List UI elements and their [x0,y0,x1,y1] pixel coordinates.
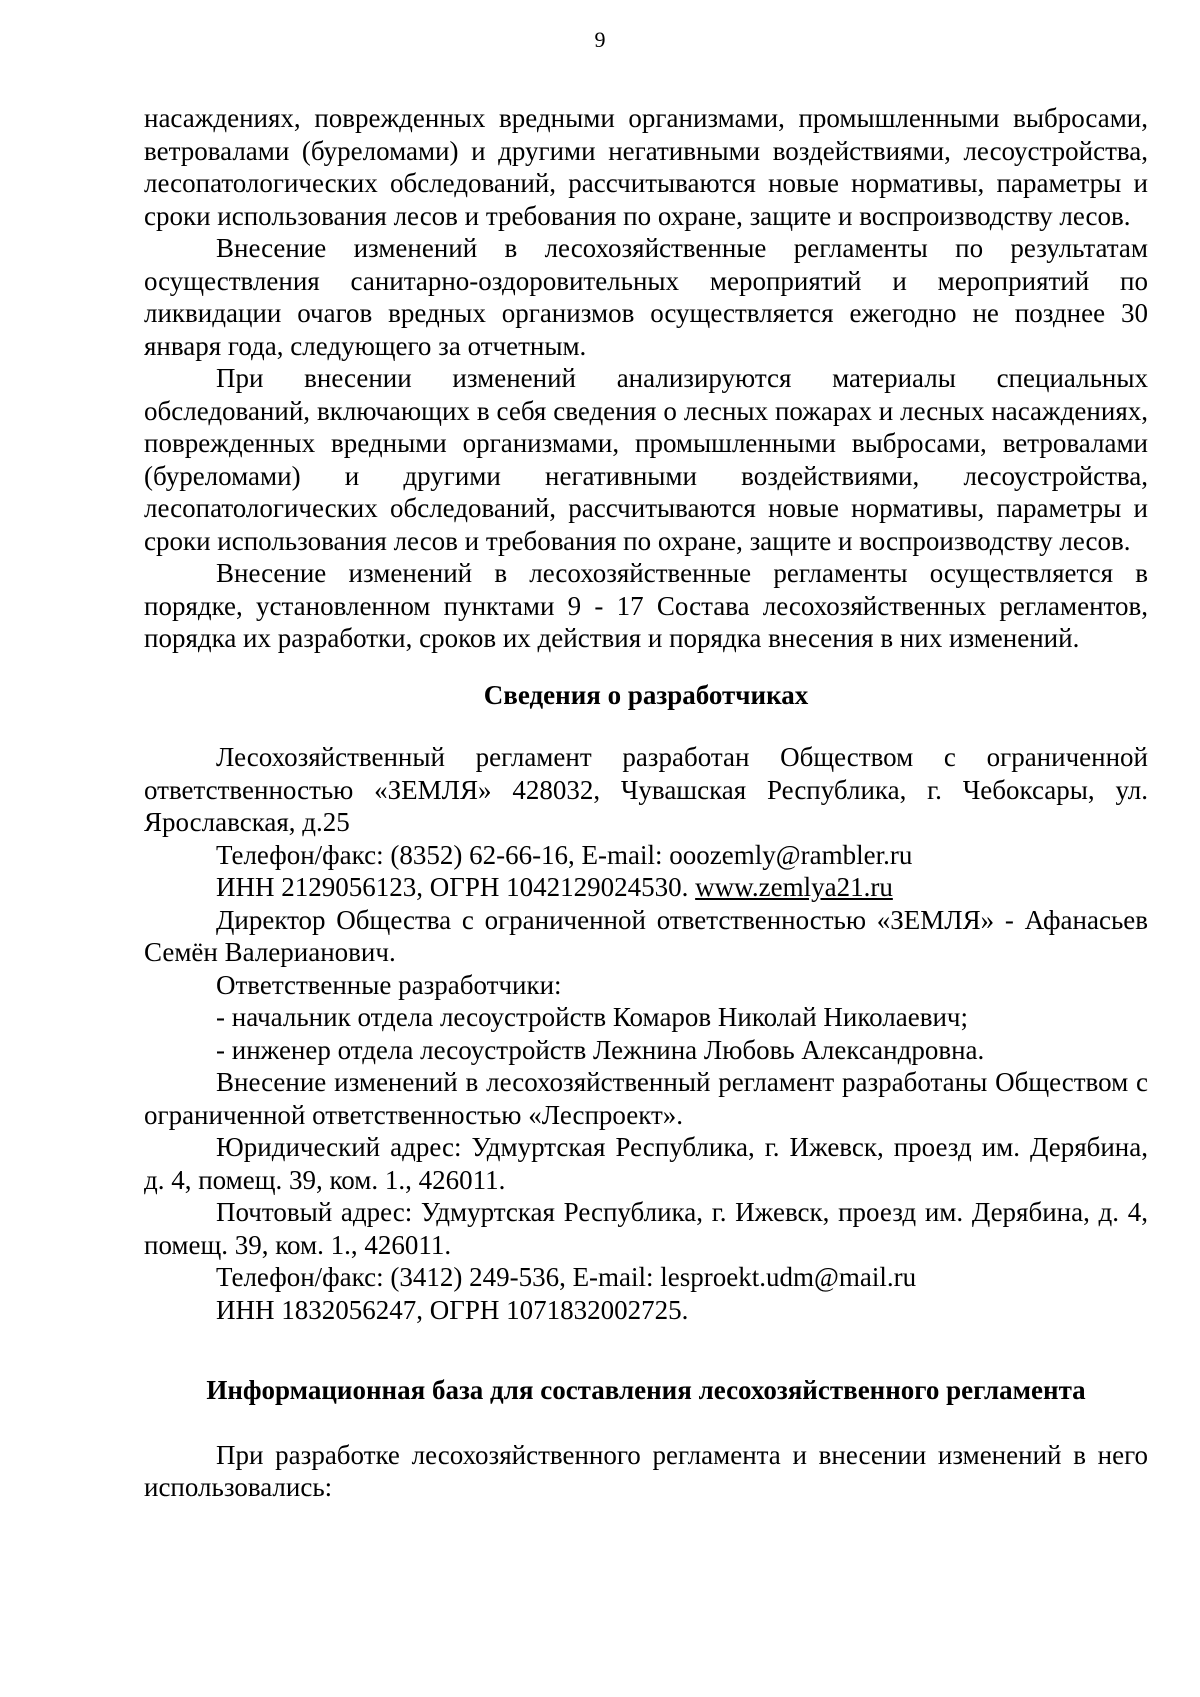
info-base-text: При разработке лесохозяйственного регламента и внесении изменений в него использовались: [144,1439,1148,1502]
legal-address: Юридический адрес: Удмуртская Республика, г. Ижевск, проезд им. Дерябина, д. 4, помещ. 39, ком. 1., 426011. [144,1132,1148,1195]
responsible-label: Ответственные разработчики: [216,969,562,1000]
postal-address: Почтовый адрес: Удмуртская Республика, г. Ижевск, проезд им. Дерябина, д. 4, помещ. 39, ком. 1., 426011. [144,1197,1148,1260]
paragraph-continuation: насаждениях, поврежденных вредными организмами, промышленными выбросами, ветровалами (буреломами) и другими негативными воздействиями, лесоустройства, лесопатологических обследований, рассчитываются новые нормативы, параметры и сроки использования лесов и требования по охране, защите и воспроизводству лесов. [144,103,1148,231]
developer-phone: Телефон/факс: (8352) 62-66-16, E-mail: ooozemly@rambler.ru [216,839,913,870]
developer-inn-text: ИНН 2129056123, ОГРН 1042129024530. [216,872,696,902]
developer-phone-2: Телефон/факс: (3412) 249-536, E-mail: lesproekt.udm@mail.ru [216,1262,917,1292]
developer-website-link[interactable]: www.zemlya21.ru [695,872,893,902]
responsible-item: - начальник отдела лесоустройств Комаров Николай Николаевич; [216,1002,968,1032]
page-number: 9 [594,27,606,52]
developers-heading: Сведения о разработчиках [483,679,809,710]
developer-director: Директор Общества с ограниченной ответственностью «ЗЕМЛЯ» - Афанасьев Семён Валерианович. [144,904,1148,967]
developer-inn-2: ИНН 1832056247, ОГРН 1071832002725. [216,1294,689,1325]
info-base-heading: Информационная база для составления лесохозяйственного регламента [206,1375,1086,1405]
changes-developer: Внесение изменений в лесохозяйственный регламент разработаны Обществом с ограниченной ответственностью «Леспроект». [144,1067,1148,1130]
developer-intro: Лесохозяйственный регламент разработан Обществом с ограниченной ответственностью «ЗЕМЛЯ» 428032, Чувашская Республика, г. Чебоксары, ул. Ярославская, д.25 [144,742,1148,837]
paragraph-changes-procedure: Внесение изменений в лесохозяйственные регламенты осуществляется в порядке, установленном пунктами 9 - 17 Состава лесохозяйственных регламентов, порядка их разработки, сроков их действия и порядка внесения в них изменений. [144,558,1148,653]
paragraph-changes-sanitary: Внесение изменений в лесохозяйственные регламенты по результатам осуществления санитарно-оздоровительных мероприятий и мероприятий по ликвидации очагов вредных организмов осуществляется ежегодно не позднее 30 января года, следующего за отчетным. [144,233,1148,361]
document-body [144,102,1148,1504]
responsible-item: - инженер отдела лесоустройств Лежнина Любовь Александровна. [216,1034,985,1065]
paragraph-changes-analysis: При внесении изменений анализируются материалы специальных обследований, включающих в себя сведения о лесных пожарах и лесных насаждениях, поврежденных вредными организмами, промышленными выбросами, ветровалами (буреломами) и другими негативными воздействиями, лесоустройства, лесопатологических обследований, рассчитываются новые нормативы, параметры и сроки использования лесов и требования по охране, защите и воспроизводству лесов. [144,363,1148,556]
developer-inn [144,871,1148,904]
